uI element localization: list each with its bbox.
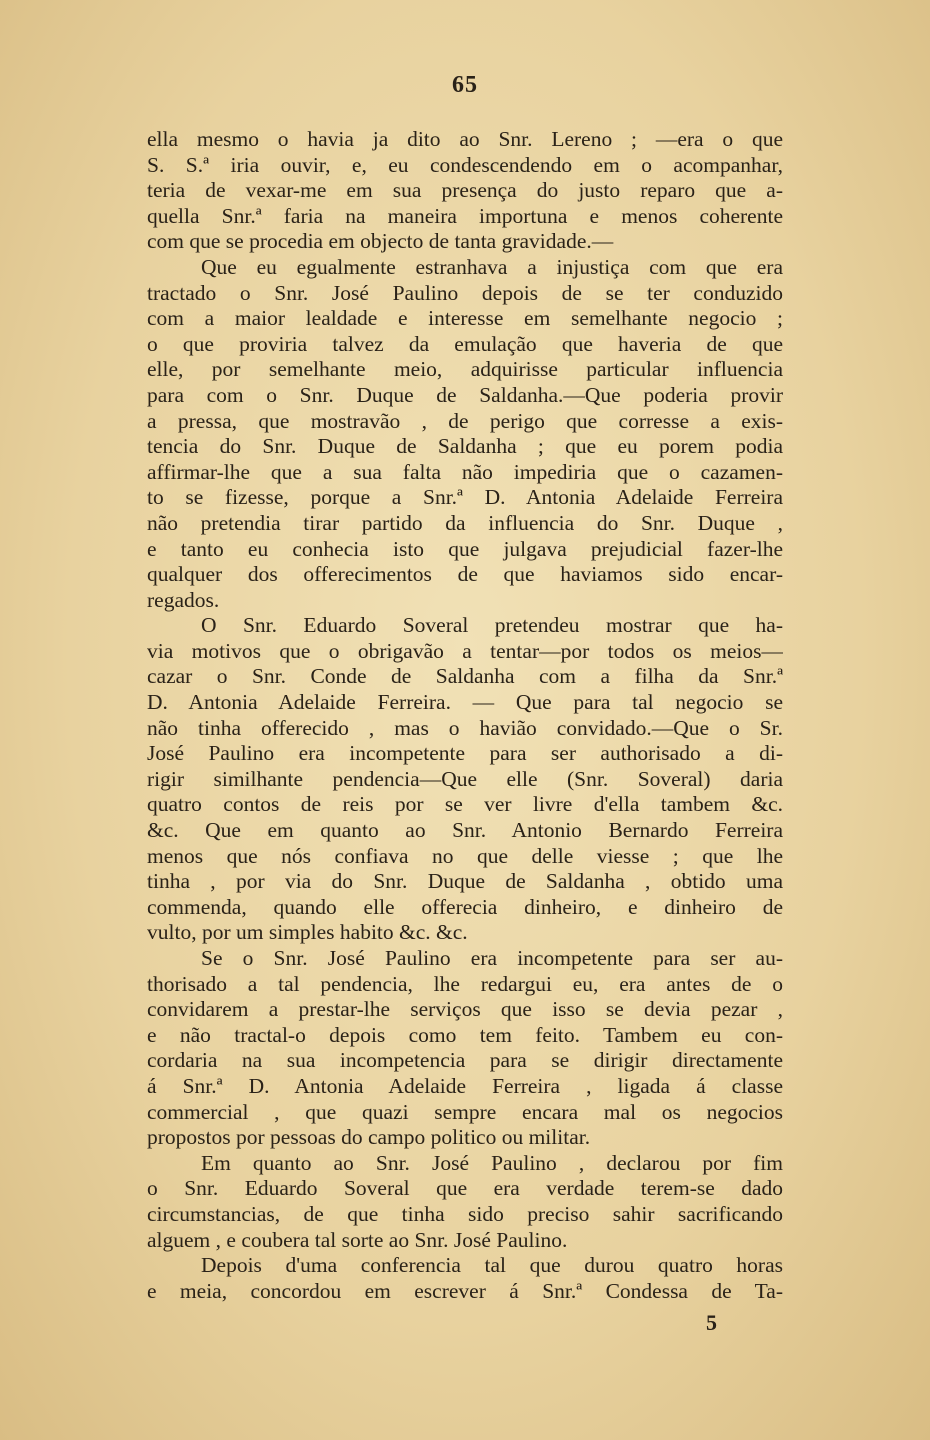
text-line: rigir similhante pendencia—Que elle (Snr. Soveral) daria: [147, 766, 783, 791]
text-line: elle, por semelhante meio, adquirisse particular influencia: [147, 357, 783, 382]
text-line: qualquer dos offerecimentos de que haviamos sido encar-: [147, 562, 783, 587]
text-line: e meia, concordou em escrever á Snr.ª Condessa de Ta-: [147, 1278, 783, 1303]
text-line: o Snr. Eduardo Soveral que era verdade terem-se dado: [147, 1176, 783, 1201]
text-line: cordaria na sua incompetencia para se dirigir directamente: [147, 1048, 783, 1073]
body-text: [147, 127, 783, 1304]
text-line: José Paulino era incompetente para ser authorisado a di-: [147, 741, 783, 766]
text-line: &c. Que em quanto ao Snr. Antonio Bernardo Ferreira: [147, 818, 783, 843]
text-line: tractado o Snr. José Paulino depois de se ter conduzido: [147, 280, 783, 305]
text-line: Que eu egualmente estranhava a injustiça com que era: [201, 254, 783, 279]
text-line: a pressa, que mostravão , de perigo que corresse a exis-: [147, 408, 783, 433]
text-line: Em quanto ao Snr. José Paulino , declarou por fim: [201, 1150, 783, 1175]
text-line: tinha , por via do Snr. Duque de Saldanha , obtido uma: [147, 869, 783, 894]
text-line: alguem , e coubera tal sorte ao Snr. José Paulino.: [147, 1227, 568, 1252]
text-line: teria de vexar-me em sua presença do justo reparo que a-: [147, 178, 783, 203]
text-line: O Snr. Eduardo Soveral pretendeu mostrar que ha-: [201, 613, 783, 638]
text-line: tencia do Snr. Duque de Saldanha ; que eu porem podia: [147, 434, 783, 459]
text-line: D. Antonia Adelaide Ferreira. — Que para tal negocio se: [147, 690, 783, 715]
text-line: affirmar-lhe que a sua falta não impediria que o cazamen-: [147, 459, 783, 484]
text-line: não tinha offerecido , mas o havião convidado.—Que o Sr.: [147, 715, 783, 740]
text-line: com que se procedia em objecto de tanta gravidade.—: [147, 229, 614, 254]
text-line: o que proviria talvez da emulação que haveria de que: [147, 331, 783, 356]
text-line: commercial , que quazi sempre encara mal os negocios: [147, 1099, 783, 1124]
text-line: thorisado a tal pendencia, lhe redargui eu, era antes de o: [147, 971, 783, 996]
text-line: Depois d'uma conferencia tal que durou quatro horas: [201, 1253, 783, 1278]
text-line: cazar o Snr. Conde de Saldanha com a filha da Snr.ª: [147, 664, 783, 689]
text-line: to se fizesse, porque a Snr.ª D. Antonia Adelaide Ferreira: [147, 485, 783, 510]
signature-mark: 5: [706, 1310, 717, 1335]
text-line: ella mesmo o havia ja dito ao Snr. Lereno ; —era o que: [147, 127, 783, 151]
text-line: para com o Snr. Duque de Saldanha.—Que poderia provir: [147, 382, 783, 407]
text-line: commenda, quando elle offerecia dinheiro, e dinheiro de: [147, 894, 783, 919]
text-line: com a maior lealdade e interesse em semelhante negocio ;: [147, 306, 783, 331]
text-line: propostos por pessoas do campo politico ou militar.: [147, 1125, 591, 1150]
text-line: Se o Snr. José Paulino era incompetente para ser au-: [201, 946, 783, 970]
text-line: vulto, por um simples habito &c. &c.: [147, 920, 468, 945]
page-number: 65: [452, 72, 478, 98]
text-line: e tanto eu conhecia isto que julgava prejudicial fazer-lhe: [147, 536, 783, 561]
text-line: não pretendia tirar partido da influencia do Snr. Duque ,: [147, 510, 783, 535]
text-line: convidarem a prestar-lhe serviços que isso se devia pezar ,: [147, 997, 783, 1022]
text-line: á Snr.ª D. Antonia Adelaide Ferreira , ligada á classe: [147, 1073, 783, 1098]
text-line: circumstancias, de que tinha sido preciso sahir sacrificando: [147, 1201, 783, 1226]
text-line: e não tractal-o depois como tem feito. Tambem eu con-: [147, 1022, 783, 1047]
text-line: quella Snr.ª faria na maneira importuna e menos coherente: [147, 203, 783, 228]
text-line: menos que nós confiava no que delle viesse ; que lhe: [147, 843, 783, 868]
text-line: regados.: [147, 587, 220, 612]
text-line: quatro contos de reis por se ver livre d'ella tambem &c.: [147, 792, 783, 817]
text-line: S. S.ª iria ouvir, e, eu condescendendo em o acompanhar,: [147, 152, 783, 177]
text-line: via motivos que o obrigavão a tentar—por todos os meios—: [147, 638, 783, 663]
